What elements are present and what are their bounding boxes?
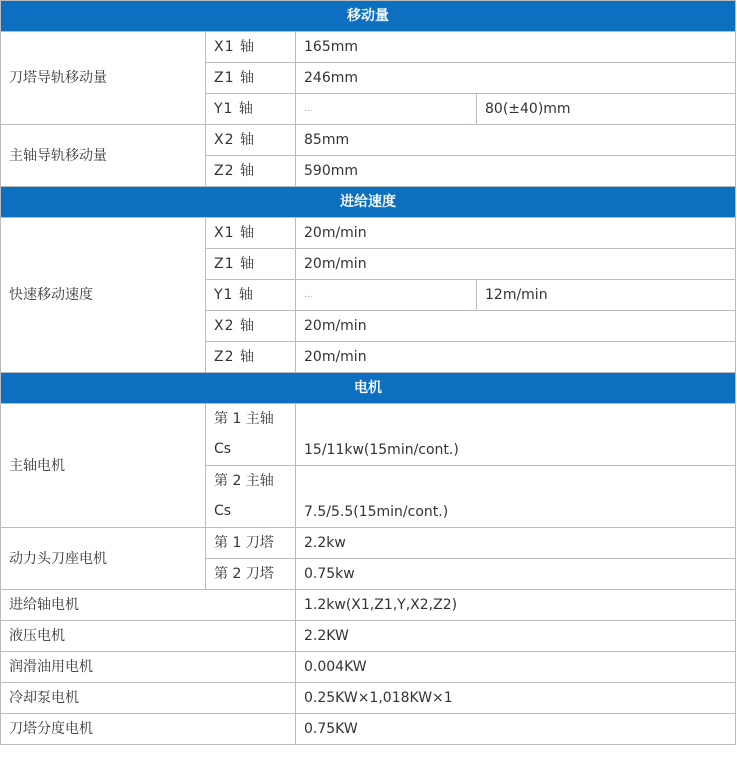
value-cell: 246mm: [296, 63, 736, 94]
value-cell: 20m/min: [296, 311, 736, 342]
row-label-live-tool-motor: 动力头刀座电机: [1, 528, 206, 590]
value-cell: 80(±40)mm: [477, 94, 736, 125]
section-header-motor: [1, 373, 736, 404]
value-cell: 0.25KW×1,018KW×1: [296, 683, 736, 714]
placeholder-cell: ...: [296, 280, 477, 311]
sub-label-turret-2: 第 2 刀塔: [206, 559, 296, 590]
row-label-rapid-traverse: 快速移动速度: [1, 218, 206, 373]
section-title: 电机: [1, 373, 736, 404]
axis-label: Y1 轴: [206, 94, 296, 125]
row-label-feed-axis-motor: 进给轴电机: [1, 590, 296, 621]
value-cell: 590mm: [296, 156, 736, 187]
value-text: 15/11kw(15min/cont.): [304, 442, 459, 458]
value-cell: 0.75kw: [296, 559, 736, 590]
sub-label-line: Cs: [214, 503, 232, 519]
table-row: [1, 683, 736, 714]
value-cell: 20m/min: [296, 249, 736, 280]
row-label-coolant-motor: 冷却泵电机: [1, 683, 296, 714]
value-cell: 20m/min: [296, 218, 736, 249]
row-label-hydraulic-motor: 液压电机: [1, 621, 296, 652]
value-cell: 12m/min: [477, 280, 736, 311]
section-title: 移动量: [1, 1, 736, 32]
axis-label: X2 轴: [206, 125, 296, 156]
table-row: [1, 218, 736, 249]
table-row: [1, 528, 736, 559]
table-row: [1, 125, 736, 156]
axis-label: Z2 轴: [206, 342, 296, 373]
value-cell: 2.2KW: [296, 621, 736, 652]
row-label-index-motor: 刀塔分度电机: [1, 714, 296, 745]
value-cell: 165mm: [296, 32, 736, 63]
axis-label: Z2 轴: [206, 156, 296, 187]
value-cell: 20m/min: [296, 342, 736, 373]
value-text: 7.5/5.5(15min/cont.): [304, 504, 449, 520]
value-cell: [296, 466, 736, 528]
section-header-travel: [1, 1, 736, 32]
sub-label-spindle-1: [206, 404, 296, 466]
value-cell: 0.75KW: [296, 714, 736, 745]
row-label-lube-motor: 润滑油用电机: [1, 652, 296, 683]
row-label-turret-travel: 刀塔导轨移动量: [1, 32, 206, 125]
value-cell: [296, 404, 736, 466]
table-row: [1, 32, 736, 63]
axis-label: Z1 轴: [206, 249, 296, 280]
row-label-spindle-motor: 主轴电机: [1, 404, 206, 528]
sub-label-line: Cs: [214, 441, 232, 457]
table-row: [1, 652, 736, 683]
sub-label-turret-1: 第 1 刀塔: [206, 528, 296, 559]
axis-label: X1 轴: [206, 32, 296, 63]
row-label-spindle-travel: 主轴导轨移动量: [1, 125, 206, 187]
value-cell: 0.004KW: [296, 652, 736, 683]
table-row: [1, 714, 736, 745]
table-row: [1, 621, 736, 652]
section-title: 进给速度: [1, 187, 736, 218]
sub-label-spindle-2: [206, 466, 296, 528]
placeholder-cell: ...: [296, 94, 477, 125]
table-row: [1, 590, 736, 621]
section-header-feed: [1, 187, 736, 218]
axis-label: X1 轴: [206, 218, 296, 249]
sub-label-line: 第 2 主轴: [214, 473, 274, 489]
value-cell: 2.2kw: [296, 528, 736, 559]
value-cell: 85mm: [296, 125, 736, 156]
value-cell: 1.2kw(X1,Z1,Y,X2,Z2): [296, 590, 736, 621]
sub-label-line: 第 1 主轴: [214, 411, 274, 427]
table-row: [1, 404, 736, 466]
axis-label: Z1 轴: [206, 63, 296, 94]
axis-label: Y1 轴: [206, 280, 296, 311]
axis-label: X2 轴: [206, 311, 296, 342]
